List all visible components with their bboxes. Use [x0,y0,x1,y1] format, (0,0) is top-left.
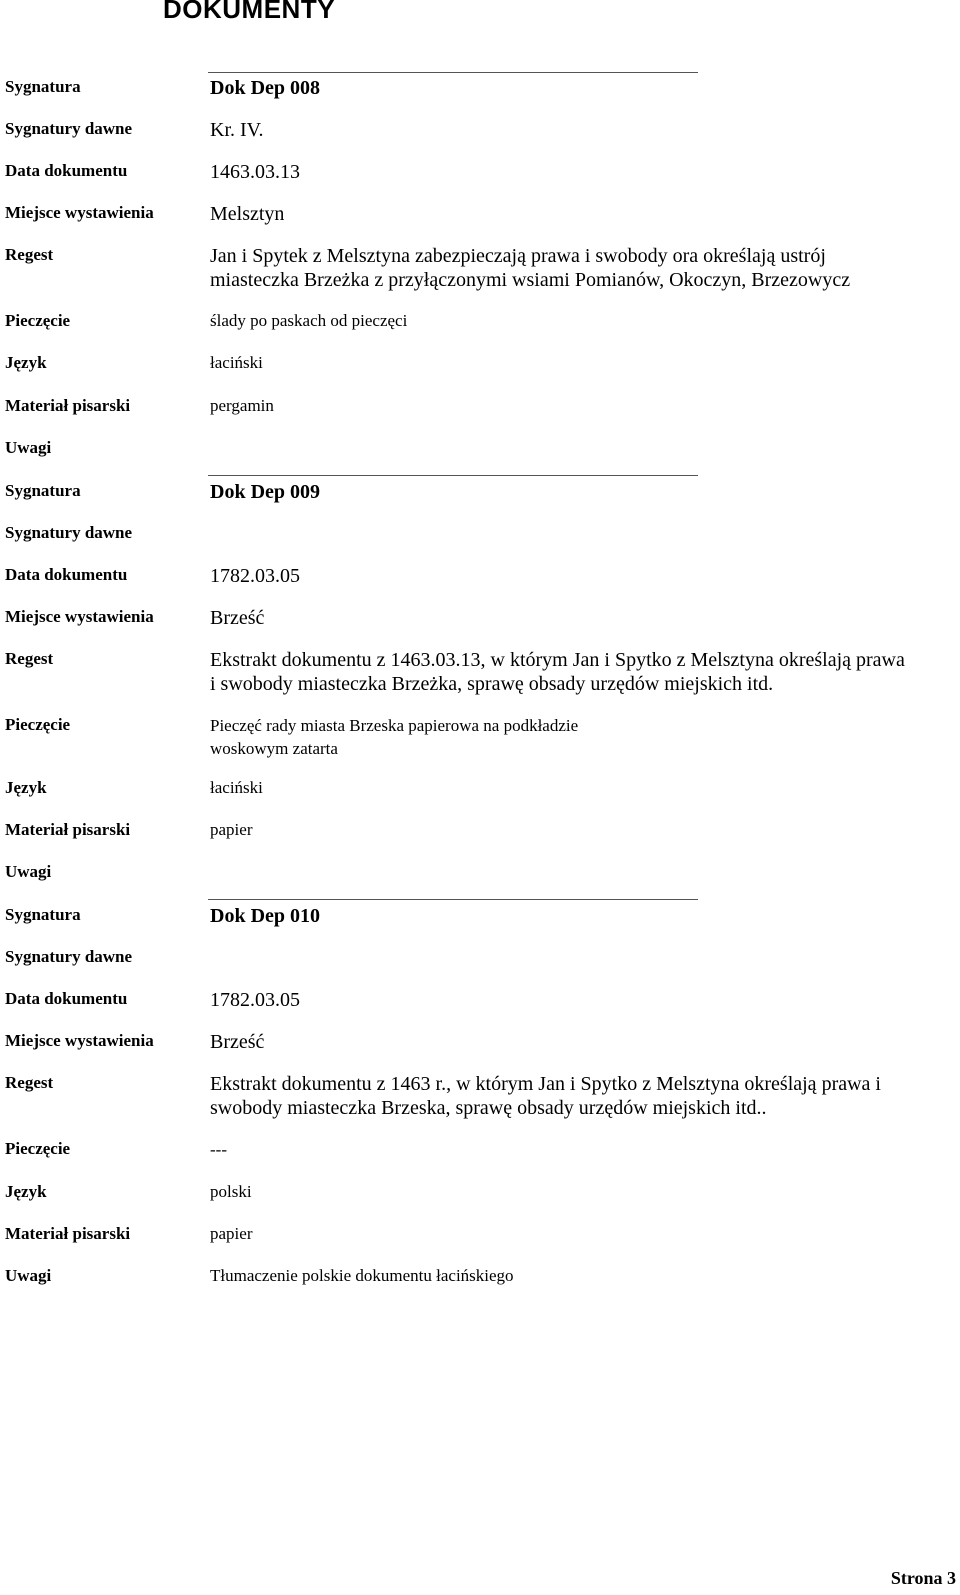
label-jezyk: Język [5,1182,47,1201]
value-miejsce-wystawienia: Brześć [210,1031,265,1053]
label-pieczecie: Pieczęcie [5,715,71,734]
value-data-dokumentu: 1782.03.05 [210,989,300,1011]
label-jezyk: Język [5,778,47,797]
label-pieczecie: Pieczęcie [5,1139,71,1158]
label-sygnatury-dawne: Sygnatury dawne [5,523,133,542]
value-regest-line: Jan i Spytek z Melsztyna zabezpieczają prawa i swobody ora określają ustrój [210,245,826,267]
label-sygnatury-dawne: Sygnatury dawne [5,947,133,966]
value-sygnatura: Dok Dep 010 [210,905,321,927]
value-sygnatura: Dok Dep 008 [210,77,321,99]
value-material-pisarski: papier [210,820,253,839]
value-data-dokumentu: 1463.03.13 [210,161,300,183]
record-divider [208,899,698,900]
value-pieczecie-line: --- [210,1140,227,1159]
record-divider [208,72,698,73]
label-regest: Regest [5,245,54,264]
value-sygnatura: Dok Dep 009 [210,481,321,503]
label-miejsce-wystawienia: Miejsce wystawienia [5,203,154,222]
value-jezyk: łaciński [210,778,263,797]
label-miejsce-wystawienia: Miejsce wystawienia [5,607,154,626]
label-sygnatura: Sygnatura [5,77,81,96]
label-data-dokumentu: Data dokumentu [5,989,128,1008]
label-uwagi: Uwagi [5,438,52,457]
value-jezyk: polski [210,1182,252,1201]
value-pieczecie-line: Pieczęć rady miasta Brzeska papierowa na podkładzie [210,716,579,735]
label-jezyk: Język [5,353,47,372]
value-pieczecie-line: woskowym zatarta [210,739,338,758]
label-miejsce-wystawienia: Miejsce wystawienia [5,1031,154,1050]
value-data-dokumentu: 1782.03.05 [210,565,300,587]
label-uwagi: Uwagi [5,862,52,881]
label-data-dokumentu: Data dokumentu [5,565,128,584]
label-material-pisarski: Materiał pisarski [5,820,131,839]
label-material-pisarski: Materiał pisarski [5,396,131,415]
label-sygnatura: Sygnatura [5,905,81,924]
page-heading: DOKUMENTY [163,0,336,24]
label-pieczecie: Pieczęcie [5,311,71,330]
value-pieczecie-line: ślady po paskach od pieczęci [210,311,408,330]
label-regest: Regest [5,649,54,668]
label-uwagi: Uwagi [5,1266,52,1285]
value-miejsce-wystawienia: Melsztyn [210,203,285,225]
value-uwagi: Tłumaczenie polskie dokumentu łacińskiego [210,1266,514,1285]
label-data-dokumentu: Data dokumentu [5,161,128,180]
value-miejsce-wystawienia: Brześć [210,607,265,629]
label-sygnatury-dawne: Sygnatury dawne [5,119,133,138]
value-regest-line: Ekstrakt dokumentu z 1463 r., w którym Jan i Spytko z Melsztyna określają prawa i [210,1073,881,1095]
value-material-pisarski: pergamin [210,396,274,415]
label-sygnatura: Sygnatura [5,481,81,500]
record-divider [208,475,698,476]
value-jezyk: łaciński [210,353,263,372]
value-regest-line: swobody miasteczka Brzeska, sprawę obsady urzędów miejskich itd.. [210,1097,767,1119]
value-sygnatury-dawne: Kr. IV. [210,119,264,141]
page-number: Strona 3 [890,1568,956,1588]
label-material-pisarski: Materiał pisarski [5,1224,131,1243]
value-regest-line: i swobody miasteczka Brzeżka, sprawę obsady urzędów miejskich itd. [210,673,774,695]
label-regest: Regest [5,1073,54,1092]
value-regest-line: miasteczka Brzeżka z przyłączonymi wsiami Pomianów, Okoczyn, Brzezowycz [210,269,851,291]
value-material-pisarski: papier [210,1224,253,1243]
value-regest-line: Ekstrakt dokumentu z 1463.03.13, w którym Jan i Spytko z Melsztyna określają prawa [210,649,905,671]
